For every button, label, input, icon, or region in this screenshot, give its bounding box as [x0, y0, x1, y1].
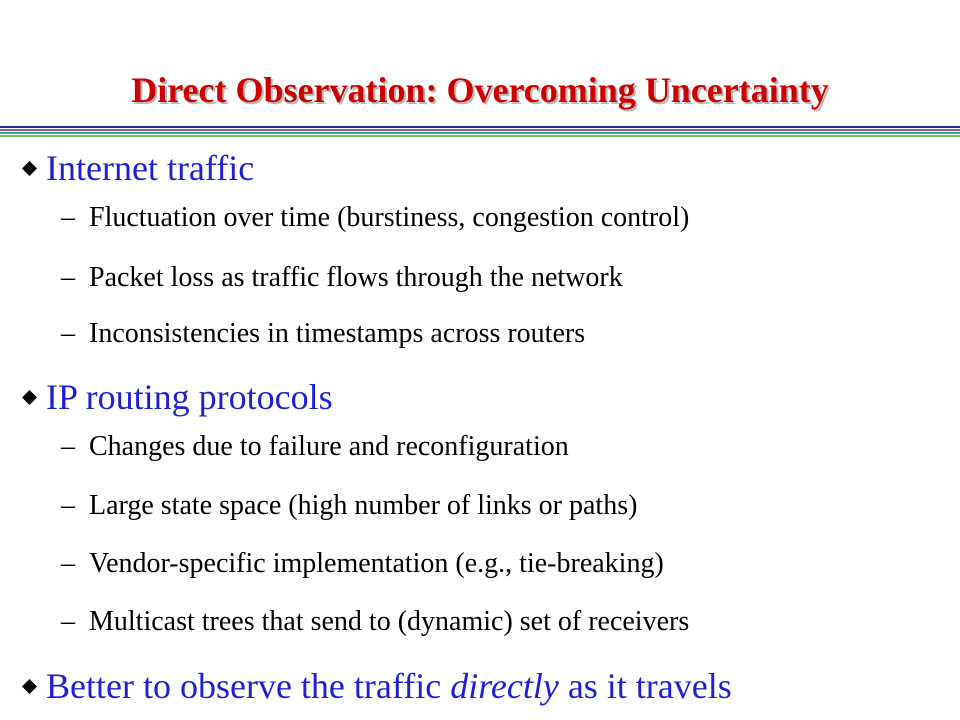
conclusion-before: Better to observe the traffic: [46, 666, 442, 706]
dash: –: [61, 606, 75, 637]
sub-item-text: Large state space (high number of links or paths): [89, 490, 638, 521]
sub-item-text: Fluctuation over time (burstiness, congestion control): [89, 202, 690, 233]
sub-item-text: Multicast trees that send to (dynamic) set of receivers: [89, 606, 690, 637]
conclusion-text: [46, 664, 732, 708]
dash: –: [61, 490, 75, 521]
sub-item: [61, 547, 664, 581]
sub-item: [61, 201, 689, 235]
dash: –: [61, 262, 75, 293]
sub-item: [61, 261, 623, 295]
sub-item-text: Packet loss as traffic flows through the network: [89, 262, 623, 293]
dash: –: [61, 318, 75, 349]
bullet-ip-routing-protocols: [22, 375, 333, 419]
sub-item-text: Changes due to failure and reconfiguration: [89, 431, 569, 462]
diamond-bullet-icon: [22, 390, 37, 405]
bullet-label: Internet traffic: [46, 148, 255, 188]
bullet-label: IP routing protocols: [46, 377, 333, 417]
sub-item: [61, 317, 585, 351]
sub-item: [61, 430, 569, 464]
bullet-internet-traffic: [22, 146, 254, 190]
dash: –: [61, 548, 75, 579]
bullet-conclusion: [22, 664, 732, 708]
conclusion-emphasis: directly: [450, 666, 559, 706]
sub-item: [61, 489, 637, 523]
slide-title: Direct Observation: Overcoming Uncertainty: [131, 70, 829, 110]
diamond-bullet-icon: [22, 161, 37, 176]
dash: –: [61, 202, 75, 233]
sub-item-text: Vendor-specific implementation (e.g., tie-breaking): [89, 548, 664, 579]
sub-item: [61, 605, 689, 639]
sub-item-text: Inconsistencies in timestamps across routers: [89, 318, 586, 349]
title-divider: [0, 126, 960, 138]
diamond-bullet-icon: [22, 679, 37, 694]
dash: –: [61, 431, 75, 462]
conclusion-after: as it travels: [567, 666, 732, 706]
